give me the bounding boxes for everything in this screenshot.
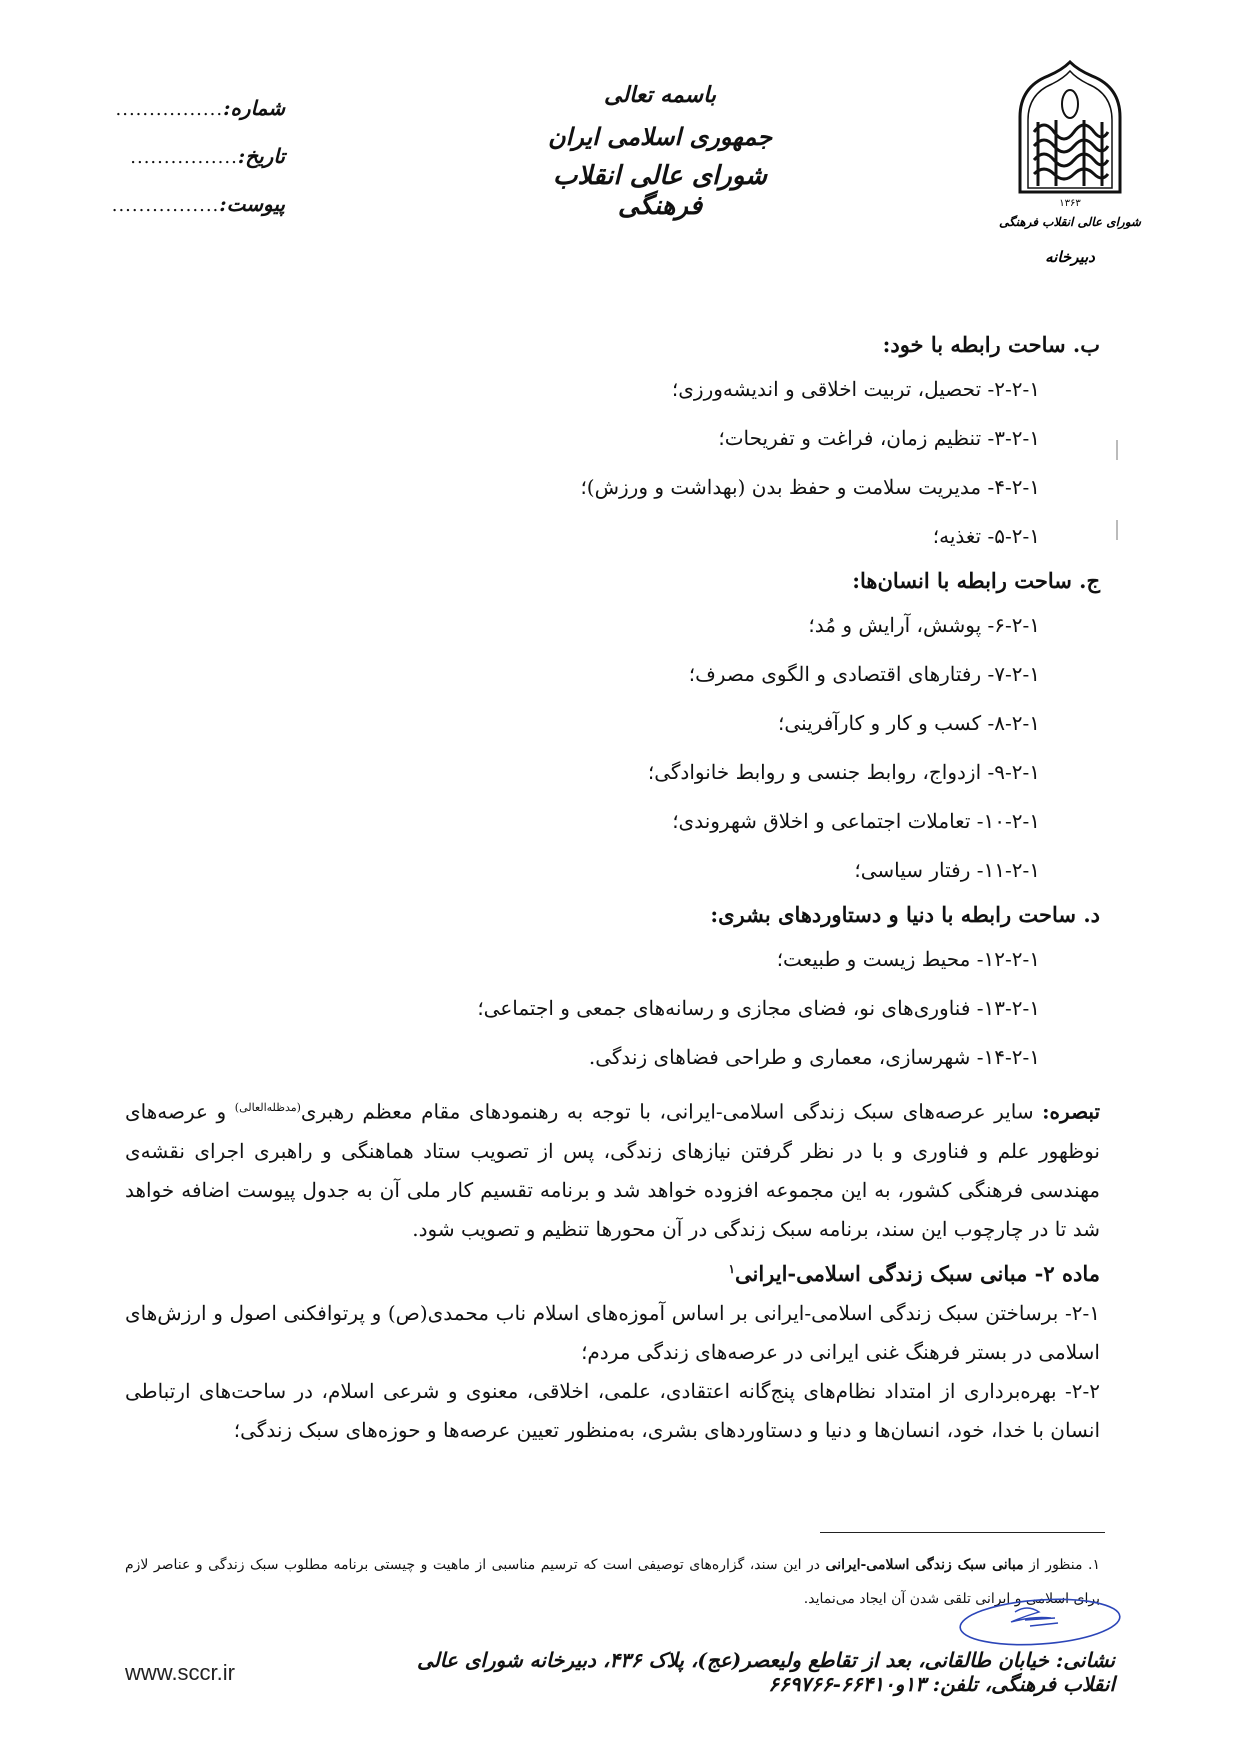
section-heading: ب. ساحت رابطه با خود: [882,332,1100,357]
meta-value: ................ [111,195,220,216]
footnote-bold: مبانی سبک زندگی اسلامی-ایرانی [825,1557,1024,1573]
meta-label: شماره: [223,96,285,120]
footnote-text: منظور از [1023,1557,1089,1573]
bismillah: باسمه تعالی [604,82,716,108]
note-paragraph [125,1088,1100,1249]
letter-meta [85,96,285,240]
section-heading: ج. ساحت رابطه با انسان‌ها: [852,568,1100,593]
footnote-divider [820,1532,1105,1533]
footnote-number: ۱. [1088,1557,1101,1573]
footnote-ref: ۱ [728,1261,735,1276]
article-paragraph: ۲-۲- بهره‌برداری از امتداد نظام‌های پنج‌گانه اعتقادی، علمی، اخلاقی، معنوی و شرعی اسلام، در ساحت‌های ارتباطی انسان با خدا، خود، انسان‌ها و دنیا و دستاوردهای بشری، به‌منظور تعیین عرصه‌ها و حوزه‌های سبک زندگی؛ [125,1378,1100,1442]
council-name: شورای عالی انقلاب فرهنگی [552,161,768,221]
list-item: ۷-۲-۱- رفتارهای اقتصادی و الگوی مصرف؛ [688,662,1040,686]
council-emblem-logo [999,62,1141,272]
document-body [125,325,1100,1450]
footnote [125,1548,1100,1616]
list-item: ۲-۲-۱- تحصیل، تربیت اخلاقی و اندیشه‌ورزی؛ [671,377,1040,401]
meta-label: تاریخ: [237,144,285,168]
meta-label: پیوست: [219,192,285,216]
footnote-text-cont: در این سند، گزاره‌های توصیفی است که ترسیم مناسبی از ماهیت و چیستی برنامه مطلوب سبک زندگی و عناصر لازم برای اسلامی و ایرانی تلقی شدن آن ایجاد می‌نماید. [125,1557,1100,1607]
list-item: ۱۰-۲-۱- تعاملات اجتماعی و اخلاق شهروندی؛ [672,809,1040,833]
website-link[interactable]: www.sccr.ir [125,1660,235,1685]
list-item: ۱۳-۲-۱- فناوری‌های نو، فضای مجازی و رسانه‌های جمعی و اجتماعی؛ [477,996,1040,1020]
list-item: ۶-۲-۱- پوشش، آرایش و مُد؛ [808,613,1040,637]
note-superscript: (مدظله‌العالی) [234,1101,301,1114]
article-paragraph: ۲-۱- برساختن سبک زندگی اسلامی-ایرانی بر اساس آموزه‌های اسلام ناب محمدی(ص) و پرتوافکنی اصول و ارزش‌های اسلامی در بستر فرهنگ غنی ایرانی در عرصه‌های زندگی مردم؛ [125,1300,1100,1364]
note-label: تبصره: [1042,1099,1101,1124]
article-title [125,1249,1100,1294]
signature [955,1590,1125,1650]
list-item: ۹-۲-۱- ازدواج، روابط جنسی و روابط خانوادگی؛ [647,760,1040,784]
meta-date [85,144,285,192]
footer-address: نشانی: خیابان طالقانی، بعد از تقاطع ولیعصر(عج)، پلاک ۴۳۶، دبیرخانه شورای عالی انقلاب فرهنگی، تلفن: ۱۳و۶۶۴۱۰-۶۶۹۷۶۶ [416,1648,1115,1696]
country-name: جمهوری اسلامی ایران [547,122,773,151]
list-item: ۱۱-۲-۱- رفتار سیاسی؛ [854,858,1040,882]
margin-mark [1112,440,1122,580]
note-text: سایر عرصه‌های سبک زندگی اسلامی-ایرانی، با توجه به رهنمودهای مقام معظم رهبری [300,1099,1043,1124]
section-heading: د. ساحت رابطه با دنیا و دستاوردهای بشری: [710,902,1100,927]
note-text-cont: و عرصه‌های نوظهور علم و فناوری و با در نظر گرفتن نیازهای زندگی، پس از تصویب ستاد هماهنگی و راهبری اجرای نقشه‌ی مهندسی فرهنگی کشور، به این مجموعه افزوده خواهد شد و برنامه تقسیم کار ملی آن به جدول پیوست اضافه خواهد شد تا در چارچوب این سند، برنامه سبک زندگی در آن محورها تنظیم و تصویب شود. [125,1099,1100,1241]
list-item: ۳-۲-۱- تنظیم زمان، فراغت و تفریحات؛ [718,426,1040,450]
logo-year: ۱۳۶۳ [1059,198,1081,209]
logo-department: دبیرخانه [1045,248,1095,266]
list-item: ۴-۲-۱- مدیریت سلامت و حفظ بدن (بهداشت و ورزش)؛ [580,475,1040,499]
letterhead-title [520,82,800,221]
list-item: ۵-۲-۱- تغذیه؛ [932,524,1040,548]
meta-value: ................ [115,99,224,120]
meta-value: ................ [130,147,238,168]
list-item: ۱۲-۲-۱- محیط زیست و طبیعت؛ [776,947,1040,971]
meta-attachment [85,192,285,240]
article-title-text: ماده ۲- مبانی سبک زندگی اسلامی-ایرانی [734,1260,1100,1286]
list-item: ۱۴-۲-۱- شهرسازی، معماری و طراحی فضاهای زندگی. [588,1045,1040,1069]
meta-number [85,96,285,144]
list-item: ۸-۲-۱- کسب و کار و کارآفرینی؛ [778,711,1040,735]
logo-org-name: شورای عالی انقلاب فرهنگی [999,215,1141,229]
